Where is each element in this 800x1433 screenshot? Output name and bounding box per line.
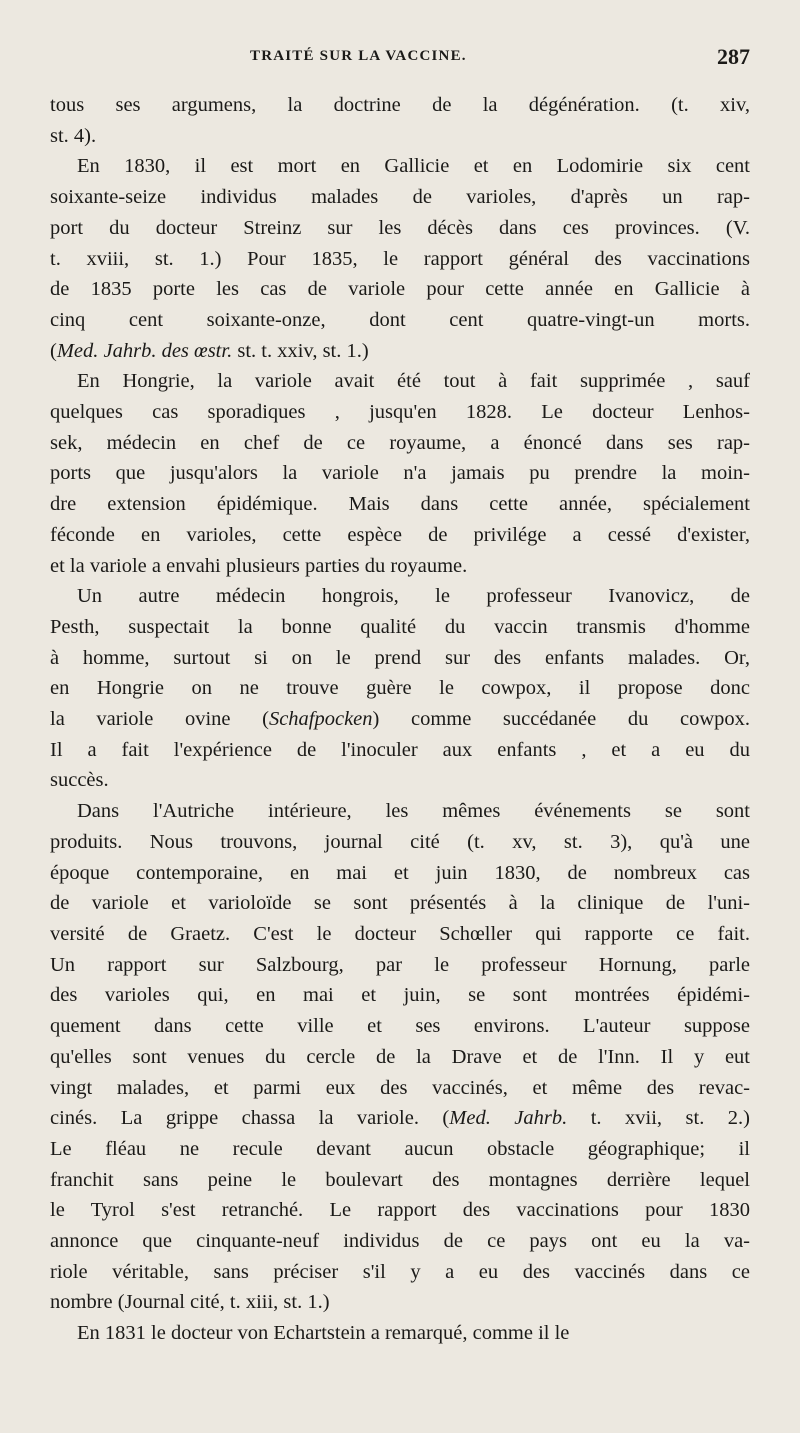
paragraph — [50, 796, 750, 1318]
running-title: TRAITÉ SUR LA VACCINE. — [250, 48, 467, 64]
text-line: (Med. Jahrb. des œstr. st. t. xxiv, st. 1.) — [50, 339, 369, 362]
paragraph — [50, 90, 750, 151]
text-line: Il a fait l'expérience de l'inoculer aux enfants , et a eu du — [50, 738, 750, 761]
paragraph — [50, 366, 750, 581]
text-line: Un autre médecin hongrois, le professeur Ivanovicz, de — [77, 585, 750, 608]
text-line: vingt malades, et parmi eux des vaccinés, et même des revac- — [50, 1076, 750, 1099]
text-line: le Tyrol s'est retranché. Le rapport des vaccinations pour 1830 — [50, 1199, 750, 1222]
text-line: des varioles qui, en mai et juin, se sont montrées épidémi- — [50, 984, 750, 1007]
text-line: qu'elles sont venues du cercle de la Drave et de l'Inn. Il y eut — [50, 1045, 750, 1068]
text-line: Dans l'Autriche intérieure, les mêmes événements se sont — [77, 800, 750, 823]
body-text — [50, 90, 750, 1349]
text-line: nombre (Journal cité, t. xiii, st. 1.) — [50, 1291, 330, 1314]
text-line: Le fléau ne recule devant aucun obstacle géographique; il — [50, 1137, 750, 1160]
text-line: et la variole a envahi plusieurs parties du royaume. — [50, 554, 468, 577]
text-line: cinés. La grippe chassa la variole. (Med. Jahrb. t. xvii, st. 2.) — [50, 1107, 750, 1130]
text-line: Pesth, suspectait la bonne qualité du vaccin transmis d'homme — [50, 615, 750, 638]
text-line: la variole ovine (Schafpocken) comme succédanée du cowpox. — [50, 708, 751, 731]
text-line: En 1831 le docteur von Echartstein a remarqué, comme il le — [77, 1322, 570, 1345]
text-line: soixante-seize individus malades de varioles, d'après un rap- — [50, 186, 750, 209]
paragraph — [50, 581, 750, 796]
text-line: versité de Graetz. C'est le docteur Schœller qui rapporte ce fait. — [50, 922, 750, 945]
text-line: tous ses argumens, la doctrine de la dégénération. (t. xiv, — [50, 94, 750, 116]
text-line: Un rapport sur Salzbourg, par le professeur Hornung, parle — [50, 953, 750, 976]
text-line: cinq cent soixante-onze, dont cent quatre-vingt-un morts. — [50, 308, 750, 331]
text-line: annonce que cinquante-neuf individus de ce pays ont eu la va- — [50, 1230, 750, 1253]
text-line: En Hongrie, la variole avait été tout à fait supprimée , sauf — [77, 370, 750, 393]
page-header — [250, 44, 750, 74]
text-line: sek, médecin en chef de ce royaume, a énoncé dans ses rap- — [50, 431, 750, 454]
text-line: quelques cas sporadiques , jusqu'en 1828. Le docteur Lenhos- — [50, 401, 750, 424]
text-line: de variole et varioloïde se sont présentés à la clinique de l'uni- — [50, 892, 750, 915]
text-line: port du docteur Streinz sur les décès dans ces provinces. (V. — [50, 216, 750, 239]
text-line: succès. — [50, 769, 109, 792]
text-line: quement dans cette ville et ses environs. L'auteur suppose — [50, 1015, 750, 1038]
text-line: st. 4). — [50, 124, 97, 147]
text-line: en Hongrie on ne trouve guère le cowpox, il propose donc — [50, 677, 750, 700]
text-line: franchit sans peine le boulevart des montagnes derrière lequel — [50, 1168, 750, 1191]
text-line: à homme, surtout si on le prend sur des enfants malades. Or, — [50, 646, 750, 669]
text-line: dre extension épidémique. Mais dans cette année, spécialement — [50, 493, 750, 516]
text-line: époque contemporaine, en mai et juin 1830, de nombreux cas — [50, 861, 750, 884]
paragraph — [50, 1318, 750, 1349]
text-line: produits. Nous trouvons, journal cité (t. xv, st. 3), qu'à une — [50, 830, 750, 853]
text-line: ports que jusqu'alors la variole n'a jamais pu prendre la moin- — [50, 462, 750, 485]
text-line: En 1830, il est mort en Gallicie et en Lodomirie six cent — [77, 155, 750, 178]
text-line: de 1835 porte les cas de variole pour cette année en Gallicie à — [50, 278, 750, 301]
page-number: 287 — [717, 44, 750, 69]
text-line: riole véritable, sans préciser s'il y a eu des vaccinés dans ce — [50, 1260, 750, 1283]
paragraph — [50, 151, 750, 366]
text-line: t. xviii, st. 1.) Pour 1835, le rapport général des vaccinations — [50, 247, 750, 270]
text-line: féconde en varioles, cette espèce de privilége a cessé d'exister, — [50, 523, 750, 546]
